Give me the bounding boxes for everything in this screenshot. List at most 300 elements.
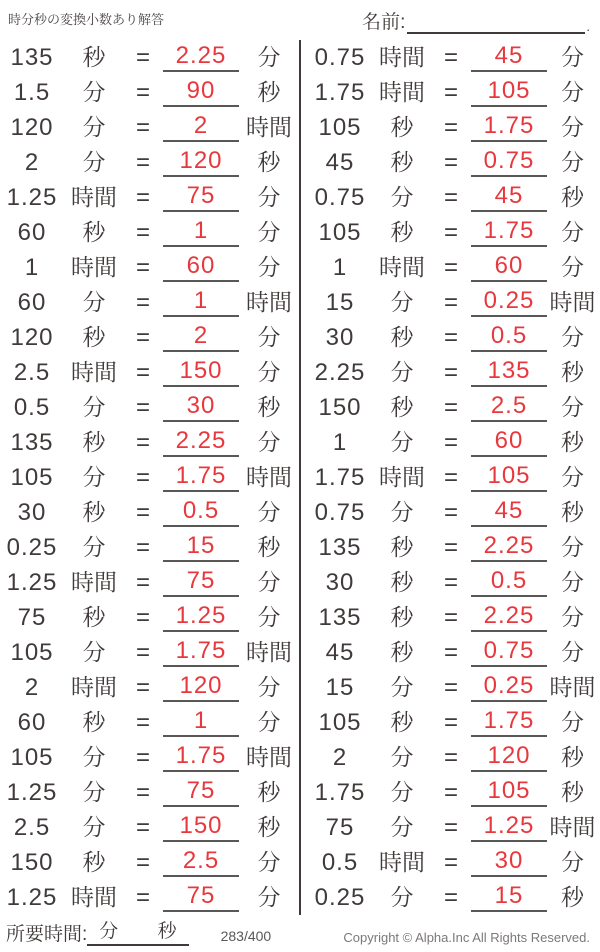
problem-value: 30 — [325, 568, 355, 596]
problem-unit: 秒 — [390, 569, 414, 595]
problem-unit: 分 — [390, 744, 414, 770]
answer-value: 1.25 — [471, 814, 547, 842]
problem-value: 0.5 — [13, 393, 51, 421]
problem-value: 2 — [332, 743, 348, 771]
problem-value: 60 — [17, 218, 47, 246]
problem-unit: 秒 — [390, 114, 414, 140]
answer-value: 0.75 — [471, 639, 547, 667]
problem-row — [308, 880, 598, 915]
equals-sign: = — [135, 743, 150, 771]
problem-row — [308, 355, 598, 390]
answer-value: 105 — [471, 79, 547, 107]
equals-sign: = — [443, 43, 458, 71]
name-field — [362, 7, 590, 34]
problem-value: 1.25 — [6, 183, 58, 211]
equals-sign: = — [443, 638, 458, 666]
answer-value: 1.75 — [471, 219, 547, 247]
problem-unit: 時間 — [379, 464, 425, 490]
answer-value: 0.5 — [471, 324, 547, 352]
equals-sign: = — [443, 883, 458, 911]
equals-sign: = — [443, 393, 458, 421]
problem-row — [0, 845, 299, 880]
problem-unit: 秒 — [390, 709, 414, 735]
problem-value: 1.75 — [314, 78, 366, 106]
answer-unit: 時間 — [246, 289, 292, 315]
equals-sign: = — [135, 113, 150, 141]
answer-unit: 分 — [561, 569, 584, 595]
elapsed-time-label: 所要時間: — [6, 924, 88, 945]
copyright-text: Copyright © Alpha.Inc All Rights Reserved. — [343, 930, 590, 945]
equals-sign: = — [443, 708, 458, 736]
answer-value: 1 — [163, 289, 239, 317]
answer-value: 1.75 — [163, 639, 239, 667]
problem-unit: 分 — [390, 779, 414, 805]
problems-column-right — [299, 40, 598, 915]
problem-value: 0.75 — [314, 498, 366, 526]
answer-value: 120 — [163, 149, 239, 177]
equals-sign: = — [135, 568, 150, 596]
problem-value: 135 — [10, 428, 54, 456]
answer-unit: 分 — [561, 44, 584, 70]
problem-unit: 秒 — [82, 604, 106, 630]
answer-value: 1.25 — [163, 604, 239, 632]
problem-unit: 秒 — [82, 709, 106, 735]
problem-unit: 秒 — [82, 499, 106, 525]
equals-sign: = — [135, 358, 150, 386]
answer-value: 15 — [163, 534, 239, 562]
page-indicator: 283/400 — [220, 928, 272, 944]
equals-sign: = — [443, 323, 458, 351]
problem-unit: 時間 — [379, 254, 425, 280]
problem-row — [308, 460, 598, 495]
equals-sign: = — [135, 218, 150, 246]
answer-unit: 分 — [257, 184, 281, 210]
answer-value: 1.75 — [471, 709, 547, 737]
answer-value: 105 — [471, 464, 547, 492]
answer-value: 15 — [471, 884, 547, 912]
problem-unit: 分 — [82, 114, 106, 140]
equals-sign: = — [443, 848, 458, 876]
equals-sign: = — [443, 743, 458, 771]
problem-unit: 時間 — [71, 359, 117, 385]
answer-value: 2.25 — [163, 429, 239, 457]
problem-unit: 分 — [82, 814, 106, 840]
problem-row — [0, 250, 299, 285]
problem-row — [308, 635, 598, 670]
equals-sign: = — [443, 498, 458, 526]
problem-value: 75 — [325, 813, 355, 841]
problem-row — [308, 670, 598, 705]
problem-row — [0, 40, 299, 75]
problem-row — [0, 565, 299, 600]
problem-value: 75 — [17, 603, 47, 631]
problem-value: 60 — [17, 708, 47, 736]
answer-unit: 分 — [561, 604, 584, 630]
problem-row — [308, 740, 598, 775]
answer-unit: 秒 — [257, 814, 281, 840]
answer-unit: 時間 — [246, 114, 292, 140]
answer-unit: 分 — [561, 254, 584, 280]
problem-unit: 時間 — [71, 884, 117, 910]
problem-row — [0, 740, 299, 775]
equals-sign: = — [443, 673, 458, 701]
equals-sign: = — [443, 568, 458, 596]
problem-row — [308, 425, 598, 460]
equals-sign: = — [443, 218, 458, 246]
problem-value: 105 — [318, 218, 362, 246]
elapsed-time-blank-line — [87, 916, 188, 946]
problem-value: 1 — [332, 253, 348, 281]
answer-unit: 分 — [561, 149, 584, 175]
problem-value: 105 — [10, 638, 54, 666]
equals-sign: = — [135, 428, 150, 456]
problem-value: 2.5 — [13, 813, 51, 841]
answer-value: 0.25 — [471, 289, 547, 317]
equals-sign: = — [443, 113, 458, 141]
answer-value: 75 — [163, 569, 239, 597]
problems-column-left — [0, 40, 299, 915]
problem-value: 105 — [318, 113, 362, 141]
problem-value: 45 — [325, 148, 355, 176]
problem-row — [0, 180, 299, 215]
problem-row — [308, 530, 598, 565]
problem-value: 105 — [10, 743, 54, 771]
answer-value: 45 — [471, 44, 547, 72]
name-label: 名前: — [362, 12, 406, 33]
problem-row — [0, 530, 299, 565]
answer-value: 30 — [163, 394, 239, 422]
problem-value: 0.25 — [314, 883, 366, 911]
problem-row — [308, 285, 598, 320]
answer-value: 135 — [471, 359, 547, 387]
problem-unit: 時間 — [71, 674, 117, 700]
equals-sign: = — [135, 603, 150, 631]
problem-row — [0, 355, 299, 390]
answer-unit: 分 — [561, 114, 584, 140]
answer-unit: 分 — [561, 534, 584, 560]
problem-value: 30 — [17, 498, 47, 526]
answer-value: 0.5 — [163, 499, 239, 527]
problem-unit: 分 — [390, 184, 414, 210]
problem-value: 1.25 — [6, 883, 58, 911]
problem-value: 135 — [10, 43, 54, 71]
problem-value: 105 — [10, 463, 54, 491]
answer-value: 2.25 — [471, 604, 547, 632]
problem-row — [0, 425, 299, 460]
problem-unit: 秒 — [390, 149, 414, 175]
problem-value: 15 — [325, 288, 355, 316]
problem-value: 0.5 — [321, 848, 359, 876]
problem-value: 2.5 — [13, 358, 51, 386]
problem-value: 150 — [318, 393, 362, 421]
answer-value: 60 — [471, 429, 547, 457]
problems-area — [0, 40, 600, 915]
equals-sign: = — [135, 183, 150, 211]
problem-unit: 秒 — [390, 324, 414, 350]
problem-value: 1.75 — [314, 463, 366, 491]
problem-row — [308, 705, 598, 740]
answer-unit: 秒 — [561, 359, 584, 385]
problem-row — [308, 40, 598, 75]
answer-value: 2.25 — [471, 534, 547, 562]
answer-unit: 分 — [561, 464, 584, 490]
answer-unit: 分 — [257, 254, 281, 280]
answer-value: 0.25 — [471, 674, 547, 702]
problem-unit: 分 — [82, 464, 106, 490]
problem-row — [308, 320, 598, 355]
equals-sign: = — [135, 253, 150, 281]
equals-sign: = — [443, 533, 458, 561]
problem-row — [0, 880, 299, 915]
answer-value: 1.75 — [163, 744, 239, 772]
equals-sign: = — [135, 393, 150, 421]
answer-value: 1.75 — [471, 114, 547, 142]
problem-value: 1 — [24, 253, 40, 281]
problem-value: 1.75 — [314, 778, 366, 806]
problem-unit: 秒 — [82, 324, 106, 350]
seconds-unit-label: 秒 — [157, 921, 177, 942]
problem-row — [0, 600, 299, 635]
answer-value: 150 — [163, 359, 239, 387]
equals-sign: = — [135, 463, 150, 491]
equals-sign: = — [135, 323, 150, 351]
problem-value: 2 — [24, 148, 40, 176]
problem-row — [0, 460, 299, 495]
problem-unit: 分 — [82, 289, 106, 315]
problem-row — [308, 145, 598, 180]
problem-unit: 分 — [390, 814, 414, 840]
answer-unit: 秒 — [561, 884, 584, 910]
problem-row — [308, 390, 598, 425]
problem-unit: 秒 — [82, 44, 106, 70]
page-footer — [0, 916, 600, 948]
problem-row — [308, 75, 598, 110]
answer-unit: 分 — [257, 709, 281, 735]
answer-value: 150 — [163, 814, 239, 842]
problem-value: 135 — [318, 603, 362, 631]
problem-unit: 時間 — [71, 184, 117, 210]
problem-value: 1.25 — [6, 568, 58, 596]
problem-row — [308, 565, 598, 600]
answer-unit: 秒 — [561, 429, 584, 455]
equals-sign: = — [443, 778, 458, 806]
equals-sign: = — [135, 288, 150, 316]
equals-sign: = — [135, 148, 150, 176]
problem-unit: 秒 — [390, 639, 414, 665]
equals-sign: = — [443, 358, 458, 386]
answer-value: 0.5 — [471, 569, 547, 597]
answer-value: 75 — [163, 184, 239, 212]
answer-unit: 時間 — [246, 639, 292, 665]
answer-value: 2 — [163, 114, 239, 142]
name-blank-line — [407, 10, 585, 34]
equals-sign: = — [135, 848, 150, 876]
problem-unit: 秒 — [390, 219, 414, 245]
answer-value: 2 — [163, 324, 239, 352]
problem-value: 135 — [318, 533, 362, 561]
answer-unit: 分 — [257, 44, 281, 70]
page-header — [0, 0, 600, 38]
equals-sign: = — [135, 673, 150, 701]
equals-sign: = — [135, 813, 150, 841]
answer-value: 75 — [163, 779, 239, 807]
answer-value: 2.5 — [163, 849, 239, 877]
problem-value: 30 — [325, 323, 355, 351]
answer-unit: 時間 — [549, 289, 596, 315]
problem-unit: 分 — [82, 744, 106, 770]
problem-unit: 分 — [82, 394, 106, 420]
problem-value: 150 — [10, 848, 54, 876]
answer-value: 120 — [163, 674, 239, 702]
answer-value: 90 — [163, 79, 239, 107]
answer-unit: 秒 — [561, 184, 584, 210]
problem-unit: 時間 — [71, 254, 117, 280]
answer-value: 1 — [163, 709, 239, 737]
problem-row — [0, 145, 299, 180]
problem-row — [308, 845, 598, 880]
problem-unit: 秒 — [390, 394, 414, 420]
page-title: 時分秒の変換小数あり解答 — [8, 12, 165, 27]
answer-unit: 秒 — [257, 534, 281, 560]
problem-unit: 分 — [82, 779, 106, 805]
answer-unit: 分 — [561, 219, 584, 245]
answer-unit: 秒 — [561, 744, 584, 770]
problem-row — [0, 320, 299, 355]
answer-unit: 分 — [561, 709, 584, 735]
answer-unit: 秒 — [561, 779, 584, 805]
problem-row — [308, 495, 598, 530]
problem-unit: 分 — [390, 429, 414, 455]
answer-unit: 分 — [257, 499, 281, 525]
answer-unit: 秒 — [257, 79, 281, 105]
problem-unit: 時間 — [379, 849, 425, 875]
problem-row — [0, 215, 299, 250]
problem-unit: 分 — [82, 639, 106, 665]
problem-unit: 時間 — [71, 569, 117, 595]
equals-sign: = — [135, 43, 150, 71]
problem-row — [0, 495, 299, 530]
problem-value: 1 — [332, 428, 348, 456]
answer-value: 105 — [471, 779, 547, 807]
problem-unit: 分 — [82, 534, 106, 560]
minutes-unit-label: 分 — [99, 921, 119, 942]
problem-unit: 秒 — [82, 849, 106, 875]
answer-unit: 時間 — [246, 464, 292, 490]
problem-unit: 秒 — [390, 534, 414, 560]
answer-value: 2.5 — [471, 394, 547, 422]
problem-row — [308, 600, 598, 635]
answer-unit: 秒 — [257, 149, 281, 175]
problem-row — [0, 670, 299, 705]
problem-row — [0, 390, 299, 425]
equals-sign: = — [443, 288, 458, 316]
problem-row — [308, 250, 598, 285]
problem-value: 0.25 — [6, 533, 58, 561]
problem-unit: 秒 — [390, 604, 414, 630]
equals-sign: = — [443, 148, 458, 176]
equals-sign: = — [135, 883, 150, 911]
answer-value: 1 — [163, 219, 239, 247]
equals-sign: = — [135, 778, 150, 806]
problem-unit: 分 — [82, 149, 106, 175]
answer-value: 30 — [471, 849, 547, 877]
problem-unit: 分 — [390, 884, 414, 910]
answer-value: 120 — [471, 744, 547, 772]
problem-unit: 分 — [390, 499, 414, 525]
problem-row — [0, 635, 299, 670]
problem-unit: 分 — [390, 674, 414, 700]
answer-unit: 分 — [561, 639, 584, 665]
answer-unit: 秒 — [257, 779, 281, 805]
equals-sign: = — [135, 498, 150, 526]
problem-value: 1.5 — [13, 78, 51, 106]
problem-value: 45 — [325, 638, 355, 666]
answer-unit: 分 — [257, 569, 281, 595]
answer-value: 45 — [471, 184, 547, 212]
equals-sign: = — [443, 463, 458, 491]
problem-row — [0, 285, 299, 320]
answer-value: 0.75 — [471, 149, 547, 177]
answer-unit: 分 — [257, 429, 281, 455]
equals-sign: = — [135, 78, 150, 106]
problem-unit: 分 — [82, 79, 106, 105]
problem-value: 60 — [17, 288, 47, 316]
problem-row — [0, 705, 299, 740]
problem-row — [308, 110, 598, 145]
answer-unit: 分 — [257, 359, 281, 385]
problem-value: 1.25 — [6, 778, 58, 806]
answer-value: 2.25 — [163, 44, 239, 72]
name-line-period: . — [586, 19, 590, 34]
answer-unit: 分 — [561, 79, 584, 105]
answer-unit: 分 — [561, 324, 584, 350]
problem-unit: 時間 — [379, 44, 425, 70]
equals-sign: = — [443, 813, 458, 841]
problem-unit: 分 — [390, 359, 414, 385]
answer-value: 60 — [471, 254, 547, 282]
answer-value: 60 — [163, 254, 239, 282]
answer-unit: 秒 — [561, 499, 584, 525]
problem-value: 105 — [318, 708, 362, 736]
problem-value: 2.25 — [314, 358, 366, 386]
problem-unit: 秒 — [82, 219, 106, 245]
answer-unit: 時間 — [549, 674, 596, 700]
answer-unit: 分 — [257, 604, 281, 630]
problem-row — [308, 215, 598, 250]
problem-value: 2 — [24, 673, 40, 701]
equals-sign: = — [135, 533, 150, 561]
problem-value: 120 — [10, 323, 54, 351]
answer-unit: 時間 — [549, 814, 596, 840]
answer-unit: 分 — [257, 324, 281, 350]
answer-unit: 分 — [561, 849, 584, 875]
problem-row — [308, 775, 598, 810]
equals-sign: = — [443, 428, 458, 456]
problem-unit: 分 — [390, 289, 414, 315]
equals-sign: = — [443, 253, 458, 281]
answer-value: 75 — [163, 884, 239, 912]
equals-sign: = — [443, 603, 458, 631]
problem-unit: 秒 — [82, 429, 106, 455]
problem-row — [0, 75, 299, 110]
problem-row — [0, 110, 299, 145]
problem-row — [0, 810, 299, 845]
problem-row — [0, 775, 299, 810]
answer-unit: 分 — [561, 394, 584, 420]
equals-sign: = — [443, 78, 458, 106]
problem-value: 120 — [10, 113, 54, 141]
problem-unit: 時間 — [379, 79, 425, 105]
